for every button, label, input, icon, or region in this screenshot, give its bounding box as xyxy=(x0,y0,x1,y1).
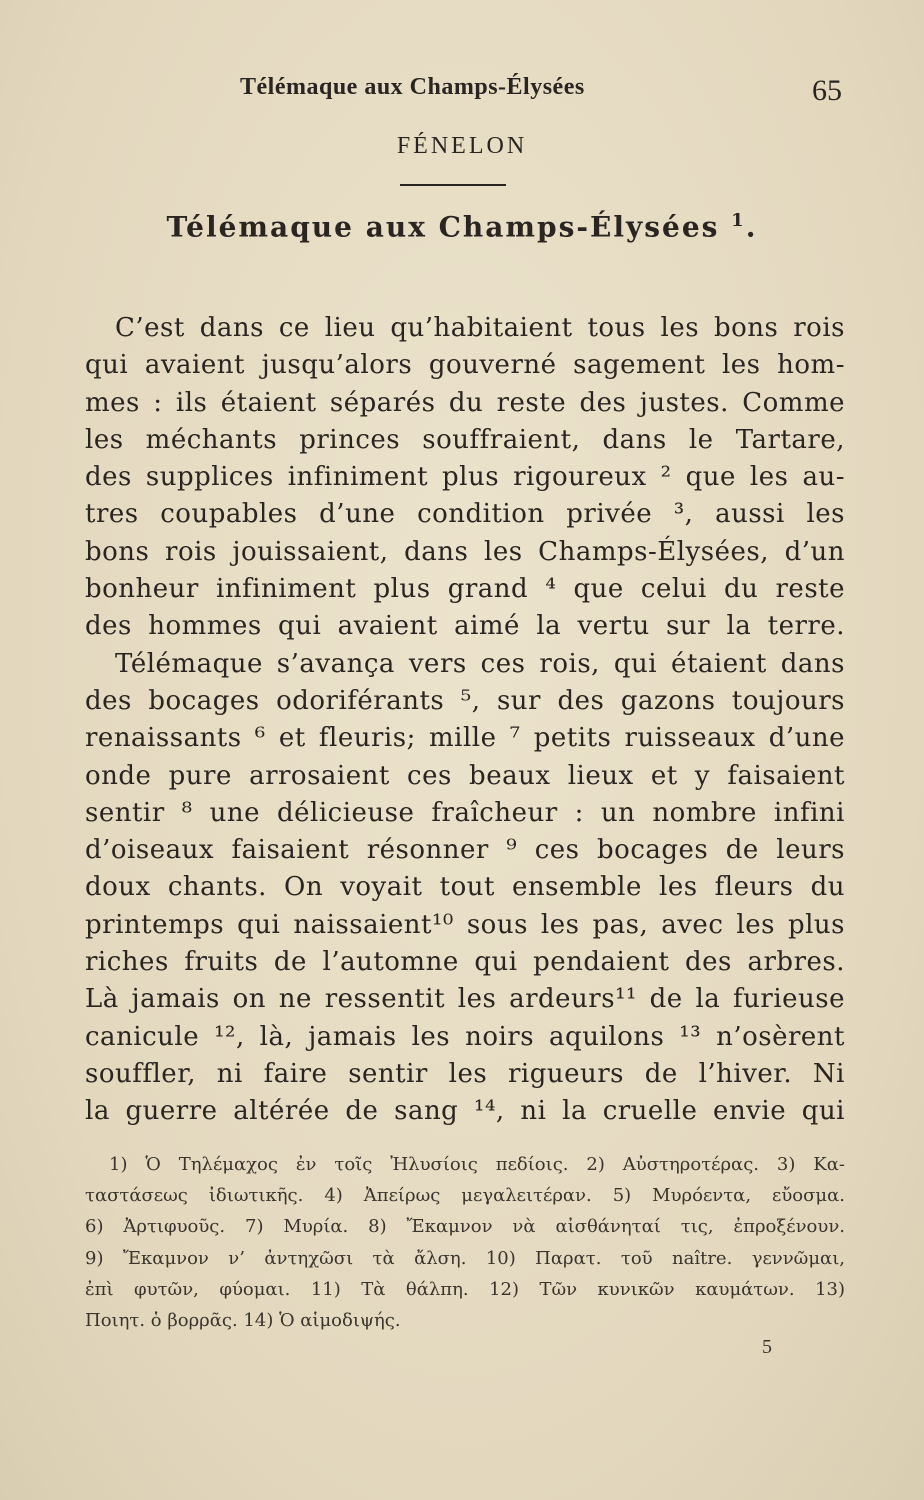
body-line: mes : ils étaient séparés du reste des justes. Comme xyxy=(85,387,845,418)
body-line: tres coupables d’une condition privée ³, aussi les xyxy=(85,499,845,530)
footnote-line: ταστάσεως ἰδιωτικῆς. 4) Ἀπείρως μεγαλειτέραν. 5) Μυρόεντα, εὔοσμα. xyxy=(85,1185,845,1207)
footnote-line: ἐπὶ φυτῶν, φύομαι. 11) Τὰ θάλπη. 12) Τῶν κυνικῶν καυμάτων. 13) xyxy=(85,1278,845,1300)
footnote-line: 1) Ὁ Τηλέμαχος ἐν τοῖς Ἠλυσίοις πεδίοις. 2) Αὐστηροτέρας. 3) Κα- xyxy=(109,1154,845,1175)
body-line: bonheur infiniment plus grand ⁴ que celui du reste xyxy=(85,574,845,605)
chapter-title xyxy=(0,210,924,243)
body-line: printemps qui naissaient¹⁰ sous les pas, avec les plus xyxy=(85,909,845,940)
chapter-title-text: Télémaque aux Champs-Élysées xyxy=(166,210,720,244)
signature-mark: 5 xyxy=(762,1336,772,1358)
footnote-line: 6) Ἀρτιφυοῦς. 7) Μυρία. 8) Ἔκαμνον νὰ αἰσθάνηταί τις, ἐπροξένουν. xyxy=(85,1216,845,1238)
body-line: souffler, ni faire sentir les rigueurs de l’hiver. Ni xyxy=(85,1058,845,1089)
footnote-line: Ποιητ. ὁ βορρᾶς. 14) Ὁ αἱμοδιψής. xyxy=(85,1309,401,1331)
body-line: des hommes qui avaient aimé la vertu sur la terre. xyxy=(85,611,845,642)
body-line: onde pure arrosaient ces beaux lieux et y faisaient xyxy=(85,760,845,791)
body-line: Télémaque s’avança vers ces rois, qui étaient dans xyxy=(115,648,845,679)
body-line: des supplices infiniment plus rigoureux ² que les au- xyxy=(85,462,845,493)
body-text xyxy=(85,310,845,1131)
body-line: Là jamais on ne ressentit les ardeurs¹¹ de la furieuse xyxy=(85,984,845,1015)
body-line: qui avaient jusqu’alors gouverné sagement les hom- xyxy=(85,350,845,381)
body-line: des bocages odoriférants ⁵, sur des gazons toujours xyxy=(85,685,845,716)
footnotes xyxy=(85,1149,845,1336)
body-line: renaissants ⁶ et fleuris; mille ⁷ petits ruisseaux d’une xyxy=(85,723,845,754)
running-head: Télémaque aux Champs-Élysées xyxy=(240,74,585,100)
footnote-line: 9) Ἔκαμνον ν’ ἀντηχῶσι τὰ ἄλση. 10) Παρατ. τοῦ naître. γεννῶμαι, xyxy=(85,1247,845,1269)
title-footnote-ref: 1 xyxy=(731,210,746,231)
body-line: sentir ⁸ une délicieuse fraîcheur : un nombre infini xyxy=(85,797,845,828)
body-line: canicule ¹², là, jamais les noirs aquilons ¹³ n’osèrent xyxy=(85,1021,845,1052)
body-line: C’est dans ce lieu qu’habitaient tous les bons rois xyxy=(115,313,845,343)
author-name: FÉNELON xyxy=(396,133,528,159)
body-line: riches fruits de l’automne qui pendaient des arbres. xyxy=(85,947,845,978)
page-number: 65 xyxy=(812,74,842,107)
title-end-punct: . xyxy=(745,210,758,244)
body-line: doux chants. On voyait tout ensemble les fleurs du xyxy=(85,872,845,903)
body-line: bons rois jouissaient, dans les Champs-Élysées, d’un xyxy=(85,536,845,567)
divider-rule xyxy=(400,184,506,186)
body-line: la guerre altérée de sang ¹⁴, ni la cruelle envie qui xyxy=(85,1096,845,1127)
body-line: d’oiseaux faisaient résonner ⁹ ces bocages de leurs xyxy=(85,835,845,866)
body-line: les méchants princes souffraient, dans le Tartare, xyxy=(85,424,845,455)
